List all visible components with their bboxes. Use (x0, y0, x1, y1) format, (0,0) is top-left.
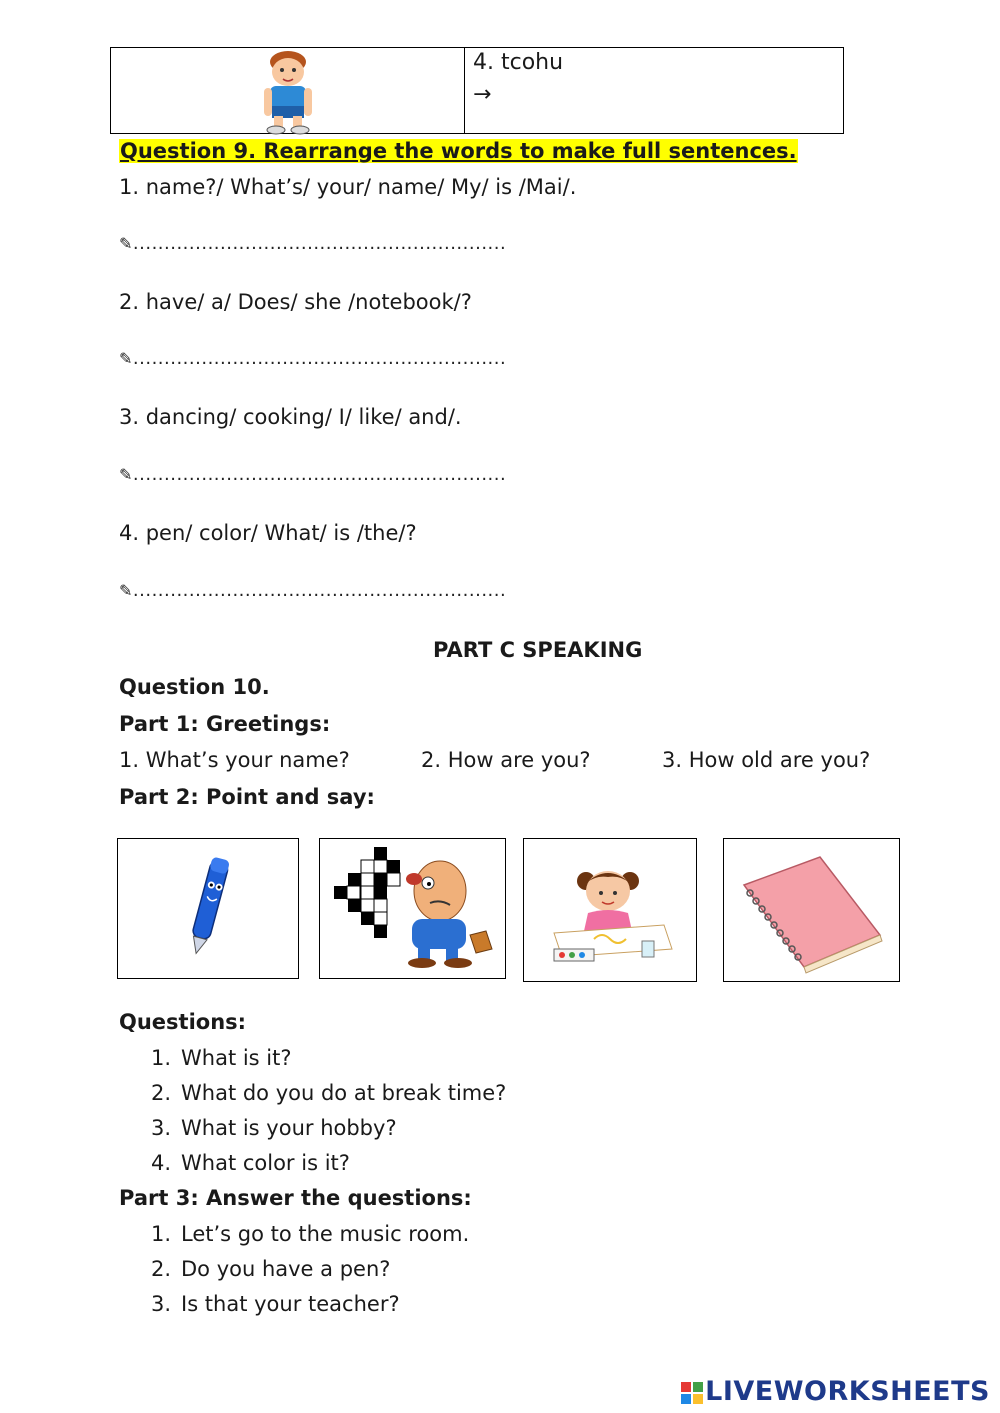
list-item: 4. What color is it? (151, 1151, 350, 1175)
q9-prompt-1: 1. name?/ What’s/ your/ name/ My/ is /Mai/. (119, 175, 577, 199)
boy-touching-knees-icon (111, 48, 465, 135)
picture-box-3 (523, 838, 697, 982)
part-c-title: PART C SPEAKING (433, 638, 643, 662)
question-10-label: Question 10. (119, 675, 270, 699)
greeting-2: 2. How are you? (421, 748, 591, 772)
list-item: 2. Do you have a pen? (151, 1257, 391, 1281)
questions-list (151, 1041, 506, 1181)
pencil-icon: ✎ (119, 349, 133, 368)
list-item: 2. What do you do at break time? (151, 1081, 507, 1105)
liveworksheets-logo[interactable] (681, 1376, 990, 1407)
questions-label: Questions: (119, 1010, 247, 1034)
picture-box-2 (319, 838, 506, 979)
logo-text: LIVEWORKSHEETS (705, 1376, 990, 1407)
q9-prompt-2: 2. have/ a/ Does/ she /notebook/? (119, 290, 472, 314)
scrambled-word: 4. tcohu (473, 50, 564, 75)
greeting-1: 1. What’s your name? (119, 748, 350, 772)
q9-answer-line-1[interactable]: ✎............................................................ (119, 233, 507, 254)
pencil-icon: ✎ (119, 234, 133, 253)
q9-answer-line-3[interactable]: ✎............................................................ (119, 464, 507, 485)
list-item: 3. What is your hobby? (151, 1116, 397, 1140)
q9-heading: Question 9. Rearrange the words to make full sentences. (120, 139, 797, 163)
pencil-icon: ✎ (119, 581, 133, 600)
q9-answer-line-2[interactable]: ✎............................................................ (119, 348, 507, 369)
list-item: 3. Is that your teacher? (151, 1292, 400, 1316)
picture-box-1 (117, 838, 299, 979)
liveworksheets-badge-icon (681, 1382, 703, 1404)
answers-list (151, 1217, 469, 1322)
picture-box-4 (723, 838, 900, 982)
crossword-man-icon (320, 839, 505, 978)
pencil-icon: ✎ (119, 465, 133, 484)
arrow-icon: → (473, 82, 492, 107)
pen-icon (118, 839, 298, 978)
notebook-icon (724, 839, 899, 981)
part-1-label: Part 1: Greetings: (119, 712, 331, 736)
greeting-3: 3. How old are you? (662, 748, 871, 772)
scrambled-word-cell (465, 48, 843, 133)
picture-cell (111, 48, 465, 133)
q9-answer-line-4[interactable]: ✎............................................................ (119, 580, 507, 601)
list-item: 1. Let’s go to the music room. (151, 1222, 470, 1246)
q9-prompt-4: 4. pen/ color/ What/ is /the/? (119, 521, 417, 545)
girl-drawing-icon (524, 839, 696, 981)
q9-prompt-3: 3. dancing/ cooking/ I/ like/ and/. (119, 405, 462, 429)
part-3-label: Part 3: Answer the questions: (119, 1186, 472, 1210)
part-2-label: Part 2: Point and say: (119, 785, 375, 809)
word-table (110, 47, 844, 134)
list-item: 1. What is it? (151, 1046, 292, 1070)
